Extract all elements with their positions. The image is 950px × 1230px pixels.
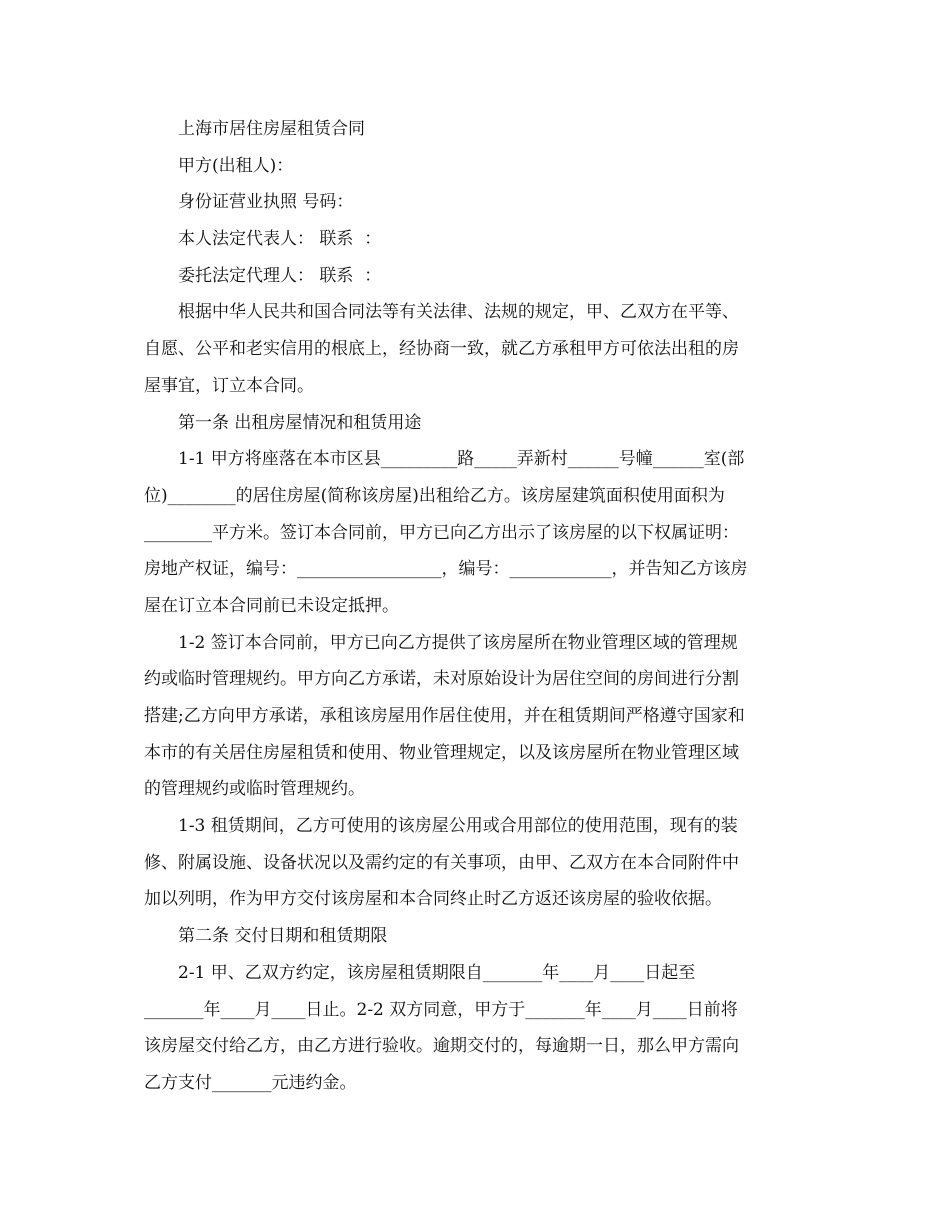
clause-1-3 <box>144 808 806 918</box>
paragraph-line: ________平方米。签订本合同前，甲方已向乙方出示了该房屋的以下权属证明： <box>144 522 739 543</box>
article-1-heading: 第一条 出租房屋情况和租赁用途 <box>178 412 422 433</box>
id-number-line: 身份证营业执照 号码： <box>178 192 354 213</box>
paragraph-line: 约或临时管理规约。甲方向乙方承诺，未对原始设计为居住空间的房间进行分割 <box>144 669 739 690</box>
contract-title: 上海市居住房屋租赁合同 <box>178 119 365 139</box>
party-a-line: 甲方(出租人)： <box>178 155 294 176</box>
paragraph-line: 的管理规约或临时管理规约。 <box>144 779 365 800</box>
paragraph-line: 本市的有关居住房屋租赁和使用、物业管理规定，以及该房屋所在物业管理区域 <box>144 742 739 763</box>
paragraph-line: 修、附属设施、设备状况以及需约定的有关事项，由甲、乙双方在本合同附件中 <box>144 852 739 873</box>
paragraph-line: 1-2 签订本合同前，甲方已向乙方提供了该房屋所在物业管理区域的管理规 <box>178 632 738 653</box>
paragraph-line: 该房屋交付给乙方，由乙方进行验收。逾期交付的，每逾期一日，那么甲方需向 <box>144 1036 739 1057</box>
intro-paragraph <box>144 294 806 404</box>
clause-1-1 <box>144 441 806 624</box>
paragraph-line: 房地产权证，编号：_________________，编号：____________，并告知乙方该房 <box>144 559 748 580</box>
article-2-heading: 第二条 交付日期和租赁期限 <box>178 926 388 947</box>
paragraph-line: 搭建;乙方向甲方承诺，承租该房屋用作居住使用，并在租赁期间严格遵守国家和 <box>144 706 745 726</box>
authorized-agent-line: 委托法定代理人： 联系 ： <box>178 265 382 286</box>
paragraph-line: 乙方支付_______元违约金。 <box>144 1072 357 1093</box>
paragraph-line: 加以列明，作为甲方交付该房屋和本合同终止时乙方返还该房屋的验收依据。 <box>144 889 722 910</box>
paragraph-line: 2-1 甲、乙双方约定，该房屋租赁期限自_______年____月____日起至 <box>178 962 696 983</box>
paragraph-line: 位)________的居住房屋(简称该房屋)出租给乙方。该房屋建筑面积使用面积为 <box>144 485 725 506</box>
clause-1-2 <box>144 625 806 808</box>
paragraph-line: 根据中华人民共和国合同法等有关法律、法规的规定，甲、乙双方在平等、 <box>178 302 739 323</box>
legal-representative-line: 本人法定代表人： 联系 ： <box>178 229 382 250</box>
paragraph-line: 1-3 租赁期间，乙方可使用的该房屋公用或合用部位的使用范围，现有的装 <box>178 816 738 837</box>
paragraph-line: _______年____月____日止。2-2 双方同意，甲方于_______年____月____日前将 <box>144 999 738 1020</box>
paragraph-line: 1-1 甲方将座落在本市区县_________路_____弄新村______号幢______室(部 <box>178 449 745 470</box>
contract-page <box>144 111 806 1102</box>
paragraph-line: 自愿、公平和老实信用的根底上，经协商一致，就乙方承租甲方可依法出租的房 <box>144 339 739 360</box>
paragraph-line: 屋在订立本合同前已未设定抵押。 <box>144 595 399 616</box>
paragraph-line: 屋事宜，订立本合同。 <box>144 375 314 396</box>
clause-2-1 <box>144 955 806 1102</box>
